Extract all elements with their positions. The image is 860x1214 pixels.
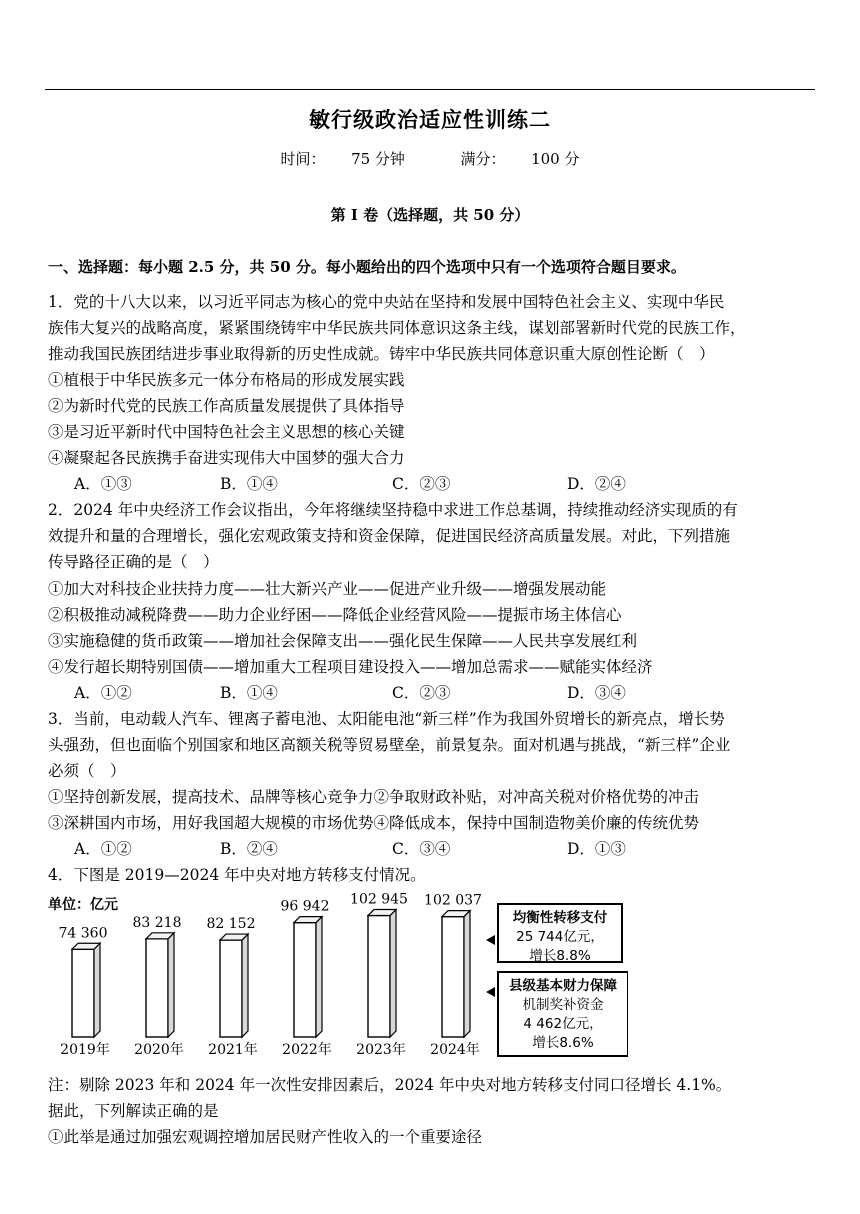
bar-5 [350,892,408,1058]
bar-front-6 [442,917,464,1037]
q3-option-a[interactable]: A．①② [74,840,132,858]
time-value: 75 分钟 [351,150,405,168]
time-label: 时间： [280,150,326,168]
bar-value-label-4: 96 942 [280,898,330,915]
bar-side-4 [316,917,322,1037]
q1-options [48,471,818,497]
bar-side-2 [168,933,174,1037]
bar-value-label-6: 102 037 [424,892,482,909]
annotation-text-1-3: 增长8.8% [529,948,591,964]
q3-options [48,836,818,862]
annotation-text-2-1: 县级基本财力保障 [509,978,617,994]
q2-line-1: 2．2024 年中央经济工作会议指出，今年将继续坚持稳中求进工作总基调，持续推动经济实现质的有 [48,501,738,519]
q1-option-b[interactable]: B．①④ [220,475,278,493]
q3-option-b[interactable]: B．②④ [220,840,278,858]
annotation-text-1-2: 25 744亿元， [516,929,604,945]
q3-option-c[interactable]: C．③④ [392,840,451,858]
header-rule [45,89,815,90]
q1-statement-2: ②为新时代党的民族工作高质量发展提供了具体指导 [48,397,405,415]
annotation-text-2-4: 增长8.6% [532,1035,594,1051]
bar-4 [281,899,332,1058]
category-label-5: 2023年 [356,1042,406,1058]
q3-statement-1: ①坚持创新发展，提高技术、品牌等核心竞争力②争取财政补贴，对冲高关税对价格优势的冲击 [48,788,700,806]
bar-value-label-3: 82 152 [206,916,256,933]
bar-side-1 [94,943,100,1037]
q2-option-d[interactable]: D．③④ [567,684,626,702]
q1-statement-3: ③是习近平新时代中国特色社会主义思想的核心关键 [48,423,405,441]
bar-value-label-5: 102 945 [350,892,408,908]
q3-statement-2: ③深耕国内市场，用好我国超大规模的市场优势④降低成本，保持中国制造物美价廉的传统优势 [48,814,700,832]
q2-statement-3: ③实施稳健的货币政策——增加社会保障支出——强化民生保障——人民共享发展红利 [48,632,638,650]
q2-line-2: 效提升和量的合理增长，强化宏观政策支持和资金保障，促进国民经济高质量发展。对此，下列措施 [48,527,731,545]
q1-statement-1: ①植根于中华民族多元一体分布格局的形成发展实践 [48,371,405,389]
chart-unit-label: 单位：亿元 [48,897,118,913]
q1-option-a[interactable]: A．①③ [74,475,132,493]
bar-side-6 [464,911,470,1037]
q1-line-2: 族伟大复兴的战略高度，紧紧围绕铸牢中华民族共同体意识这条主线，谋划部署新时代党的民族工作， [48,319,746,337]
bar-side-3 [242,934,248,1037]
q1-line-3: 推动我国民族团结进步事业取得新的历史性成就。铸牢中华民族共同体意识重大原创性论断（ ） [48,345,715,363]
category-label-2: 2020年 [134,1042,184,1058]
instructions: 一、选择题：每小题 2.5 分，共 50 分。每小题给出的四个选项中只有一个选项符合题目要求。 [48,258,686,276]
category-label-3: 2021年 [208,1042,258,1058]
q2-statement-2: ②积极推动减税降费——助力企业纾困——降低企业经营风险——提振市场主体信心 [48,606,622,624]
q4-statement-1: ①此举是通过加强宏观调控增加居民财产性收入的一个重要途径 [48,1128,483,1146]
bar-value-label-2: 83 218 [132,914,182,931]
bar-3 [207,916,258,1058]
q3-line-1: 3．当前，电动载人汽车、锂离子蓄电池、太阳能电池“新三样”作为我国外贸增长的新亮点，增长势 [48,710,725,728]
q3-line-3: 必须（ ） [48,762,126,780]
q2-option-a[interactable]: A．①② [74,684,132,702]
q2-option-b[interactable]: B．①④ [220,684,278,702]
section-title: 第 Ⅰ 卷（选择题，共 50 分） [330,206,530,224]
bar-front-4 [294,923,316,1037]
annotation-arrow-icon-1 [486,935,495,945]
q3-option-d[interactable]: D．①③ [567,840,626,858]
q1-statement-4: ④凝聚起各民族携手奋进实现伟大中国梦的强大合力 [48,449,405,467]
score-value: 100 分 [531,150,580,168]
q1-line-1: 1．党的十八大以来，以习近平同志为核心的党中央站在坚持和发展中国特色社会主义、实现中华民 [48,293,725,311]
bar-1 [59,925,110,1058]
q2-option-c[interactable]: C．②③ [392,684,451,702]
q2-line-3: 传导路径正确的是（ ） [48,553,219,571]
bar-front-2 [146,939,168,1037]
bar-side-5 [390,910,396,1037]
annotation-box-2 [486,972,628,1056]
q2-options [48,680,818,706]
bar-6 [424,893,482,1058]
q2-statement-4: ④发行超长期特别国债——增加重大工程项目建设投入——增加总需求——赋能实体经济 [48,658,653,676]
annotation-box-1 [486,904,622,964]
category-label-1: 2019年 [60,1042,110,1058]
score-label: 满分： [460,150,506,168]
q4-note: 注：剔除 2023 年和 2024 年一次性安排因素后，2024 年中央对地方转移支付同口径增长 4.1%。 [48,1076,732,1094]
bar-front-3 [220,940,242,1037]
category-label-4: 2022年 [282,1042,332,1058]
bar-2 [133,915,184,1058]
annotation-text-1-1: 均衡性转移支付 [512,910,608,926]
exam-meta [0,148,860,169]
q4-follow: 据此，下列解读正确的是 [48,1102,219,1120]
bar-front-5 [368,916,390,1037]
annotation-text-2-3: 4 462亿元， [523,1016,603,1032]
page-title: 敏行级政治适应性训练二 [309,107,551,132]
q1-option-d[interactable]: D．②④ [567,475,626,493]
bar-value-label-1: 74 360 [58,925,108,942]
q2-statement-1: ①加大对科技企业扶持力度——壮大新兴产业——促进产业升级——增强发展动能 [48,580,607,598]
annotation-arrow-icon-2 [486,987,495,997]
q1-option-c[interactable]: C．②③ [392,475,451,493]
q4-intro: 4．下图是 2019—2024 年中央对地方转移支付情况。 [48,866,426,884]
bar-front-1 [72,949,94,1037]
annotation-text-2-2: 机制奖补资金 [522,997,604,1013]
category-label-6: 2024年 [430,1042,480,1058]
q3-line-2: 头强劲，但也面临个别国家和地区高额关税等贸易壁垒，前景复杂。面对机遇与挑战，“新三样”企业 [48,736,731,754]
transfer-payment-chart [48,892,628,1064]
